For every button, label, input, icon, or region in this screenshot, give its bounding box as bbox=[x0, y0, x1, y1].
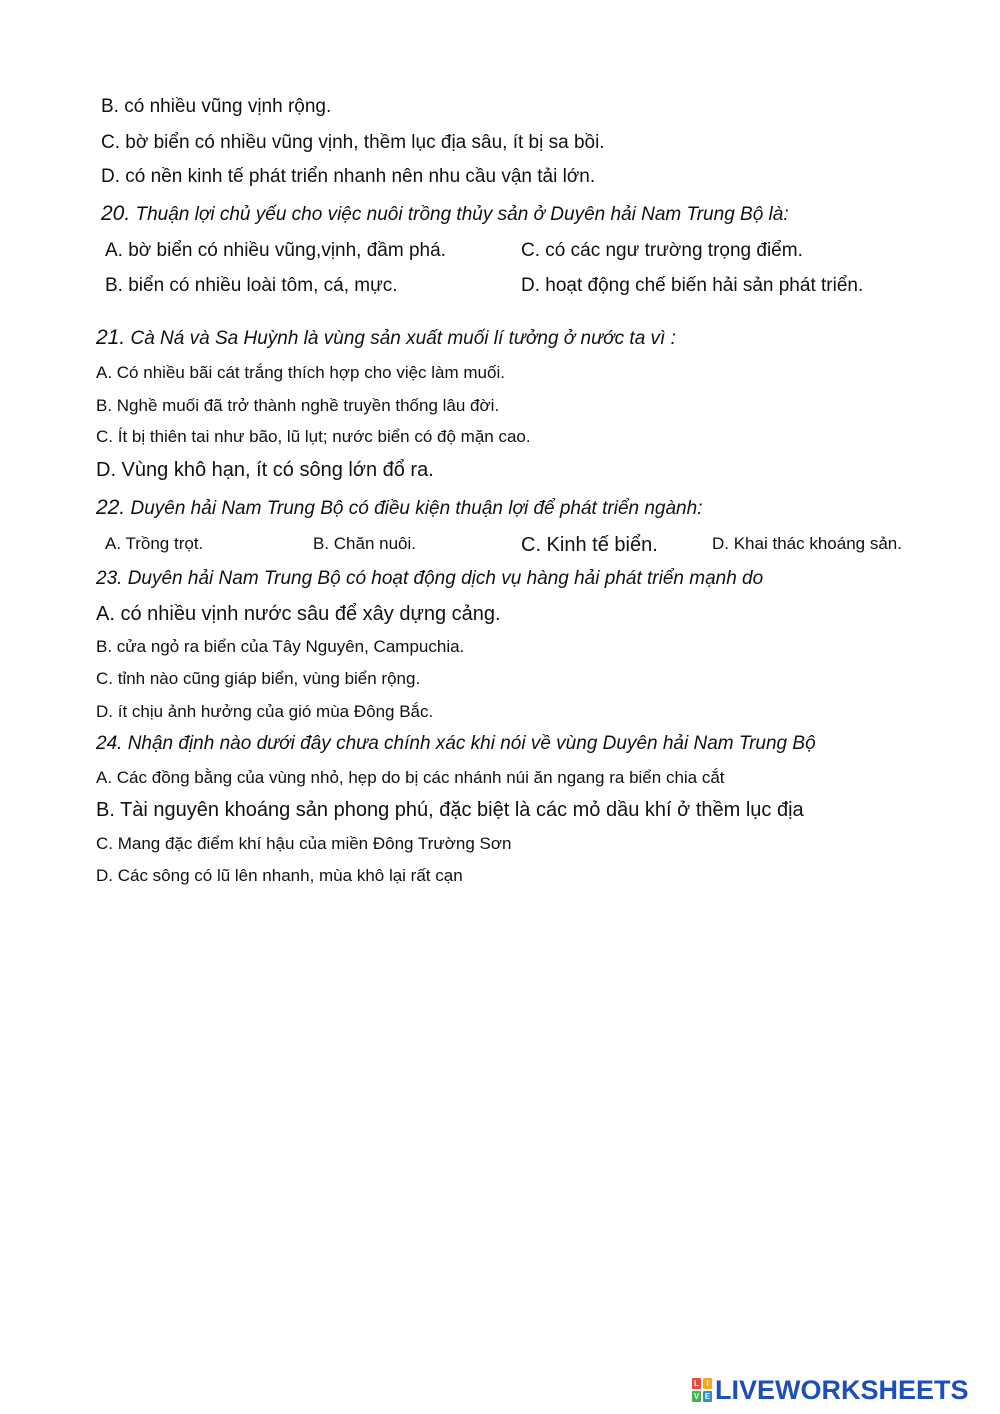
answer-option: A. bờ biển có nhiều vũng,vịnh, đầm phá. bbox=[105, 240, 446, 261]
question-number: 20. bbox=[101, 202, 131, 225]
question-number: 22. bbox=[96, 496, 126, 519]
answer-option: D. hoạt động chế biến hải sản phát triển. bbox=[521, 275, 864, 296]
liveworksheets-logo bbox=[692, 1374, 969, 1405]
answer-option: D. Các sông có lũ lên nhanh, mùa khô lại rất cạn bbox=[96, 866, 463, 885]
answer-option: A. Các đồng bằng của vùng nhỏ, hẹp do bị các nhánh núi ăn ngang ra biển chia cắt bbox=[96, 768, 725, 787]
answer-option: B. Tài nguyên khoáng sản phong phú, đặc biệt là các mỏ dầu khí ở thềm lục địa bbox=[96, 799, 804, 821]
answer-option: C. Kinh tế biển. bbox=[521, 534, 658, 556]
brand-text: LIVEWORKSHEETS bbox=[715, 1374, 969, 1405]
answer-option: B. Nghề muối đã trở thành nghề truyền thống lâu đời. bbox=[96, 396, 500, 415]
answer-option: A. Trồng trọt. bbox=[105, 534, 204, 553]
answer-option: C. bờ biển có nhiều vũng vịnh, thềm lục địa sâu, ít bị sa bồi. bbox=[101, 132, 605, 153]
question-24: 24. Nhận định nào dưới đây chưa chính xác khi nói về vùng Duyên hải Nam Trung Bộ bbox=[96, 733, 816, 754]
answer-option: D. Vùng khô hạn, ít có sông lớn đổ ra. bbox=[96, 459, 434, 481]
question-20 bbox=[101, 203, 789, 224]
answer-option: B. biển có nhiều loài tôm, cá, mực. bbox=[105, 275, 398, 296]
answer-option: D. Khai thác khoáng sản. bbox=[712, 534, 902, 553]
logo-letter: V bbox=[693, 1392, 700, 1401]
answer-option: B. có nhiều vũng vịnh rộng. bbox=[101, 96, 332, 117]
question-23: 23. Duyên hải Nam Trung Bộ có hoạt động dịch vụ hàng hải phát triển mạnh do bbox=[96, 568, 764, 589]
question-text: Cà Ná và Sa Huỳnh là vùng sản xuất muối lí tưởng ở nước ta vì : bbox=[130, 328, 676, 349]
answer-option: C. Mang đặc điểm khí hậu của miền Đông Trường Sơn bbox=[96, 834, 512, 853]
question-text: Thuận lợi chủ yếu cho việc nuôi trồng thủy sản ở Duyên hải Nam Trung Bộ là: bbox=[135, 204, 789, 225]
answer-option: C. Ít bị thiên tai như bão, lũ lụt; nước biển có độ mặn cao. bbox=[96, 427, 531, 446]
logo-letter: E bbox=[704, 1392, 711, 1401]
answer-option: D. có nền kinh tế phát triển nhanh nên nhu cầu vận tải lớn. bbox=[101, 166, 596, 187]
question-21 bbox=[96, 327, 676, 348]
question-text: Duyên hải Nam Trung Bộ có điều kiện thuận lợi để phát triển ngành: bbox=[130, 498, 703, 519]
answer-option: A. có nhiều vịnh nước sâu để xây dựng cảng. bbox=[96, 603, 501, 625]
answer-option: C. có các ngư trường trọng điểm. bbox=[521, 240, 803, 261]
answer-option: A. Có nhiều bãi cát trắng thích hợp cho việc làm muối. bbox=[96, 363, 505, 382]
question-22 bbox=[96, 497, 702, 518]
logo-letter: I bbox=[703, 1378, 712, 1389]
answer-option: B. Chăn nuôi. bbox=[313, 534, 417, 553]
question-number: 21. bbox=[96, 326, 126, 349]
logo-letter: L bbox=[692, 1378, 701, 1389]
logo-grid-icon bbox=[692, 1378, 712, 1402]
answer-option: D. ít chịu ảnh hưởng của gió mùa Đông Bắc. bbox=[96, 702, 434, 721]
answer-option: C. tỉnh nào cũng giáp biển, vùng biển rộng. bbox=[96, 669, 421, 688]
answer-option: B. cửa ngỏ ra biển của Tây Nguyên, Campuchia. bbox=[96, 637, 465, 656]
